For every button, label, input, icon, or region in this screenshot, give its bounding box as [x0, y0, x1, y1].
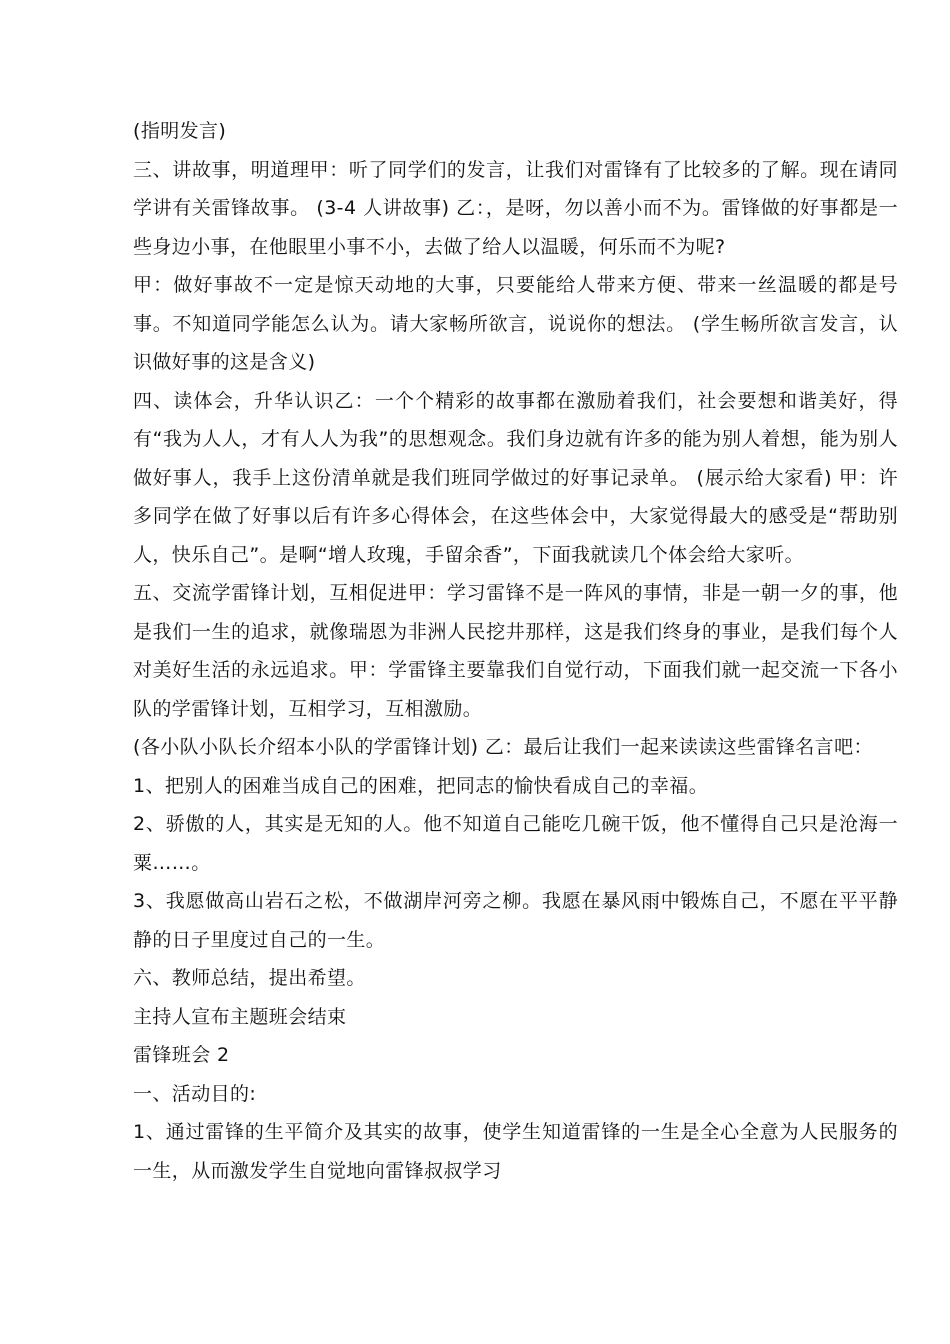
paragraph-quote-3: 3、我愿做高山岩石之松，不做湖岸河旁之柳。我愿在暴风雨中锻炼自己，不愿在平平静静的日子里度过自己的一生。 [133, 890, 898, 951]
paragraph-quote-1: 1、把别人的困难当成自己的困难，把同志的愉快看成自己的幸福。 [133, 774, 709, 797]
paragraph-closing: 主持人宣布主题班会结束 [133, 1005, 347, 1028]
paragraph-good-deeds: 甲：做好事故不一定是惊天动地的大事，只要能给人带来方便、带来一丝温暖的都是号事。不知道同学能怎么认为。请大家畅所欲言，说说你的想法。 (学生畅所欲言发言，认识做好事的这是含义) [133, 274, 898, 373]
paragraph-quote-2: 2、骄傲的人，其实是无知的人。他不知道自己能吃几碗干饭，他不懂得自己只是沧海一粟……。 [133, 813, 898, 874]
paragraph-section-three: 三、讲故事，明道理甲：听了同学们的发言，让我们对雷锋有了比较多的了解。现在请同学讲有关雷锋故事。 (3-4 人讲故事) 乙：，是呀，勿以善小而不为。雷锋做的好事都是一些身边小事，在他眼里小事不小，去做了给人以温暖，何乐而不为呢? [133, 158, 898, 258]
paragraph-section-six: 六、教师总结，提出希望。 [133, 967, 366, 989]
paragraph-activity-goal: 一、活动目的: [133, 1082, 257, 1105]
paragraph-section-five: 五、交流学雷锋计划，互相促进甲：学习雷锋不是一阵风的事情，非是一朝一夕的事，他是我们一生的追求，就像瑞恩为非洲人民挖井那样，这是我们终身的事业，是我们每个人对美好生活的永远追求。甲：学雷锋主要靠我们自觉行动，下面我们就一起交流一下各小队的学雷锋计划，互相学习，互相激励。 [133, 582, 898, 720]
paragraph-team-plans: (各小队小队长介绍本小队的学雷锋计划) 乙：最后让我们一起来读读这些雷锋名言吧： [133, 736, 873, 758]
paragraph-section-four: 四、读体会，升华认识乙：一个个精彩的故事都在激励着我们，社会要想和谐美好，得有“我为人人，才有人人为我”的思想观念。我们身边就有许多的能为别人着想，能为别人做好事人，我手上这份清单就是我们班同学做过的好事记录单。 (展示给大家看) 甲：许多同学在做了好事以后有许多心得体会，在这些体会中，大家觉得最大的感受是“帮助别人，快乐自己”。是啊“增人玫瑰，手留余香”，下面我就读几个体会给大家听。 [133, 389, 898, 566]
section-heading: 雷锋班会 2 [133, 1044, 230, 1066]
paragraph-instruction: (指明发言) [133, 120, 227, 142]
document-body [133, 112, 898, 1190]
paragraph-goal-1: 1、通过雷锋的生平简介及其实的故事，使学生知道雷锋的一生是全心全意为人民服务的一生，从而激发学生自觉地向雷锋叔叔学习 [133, 1121, 898, 1182]
